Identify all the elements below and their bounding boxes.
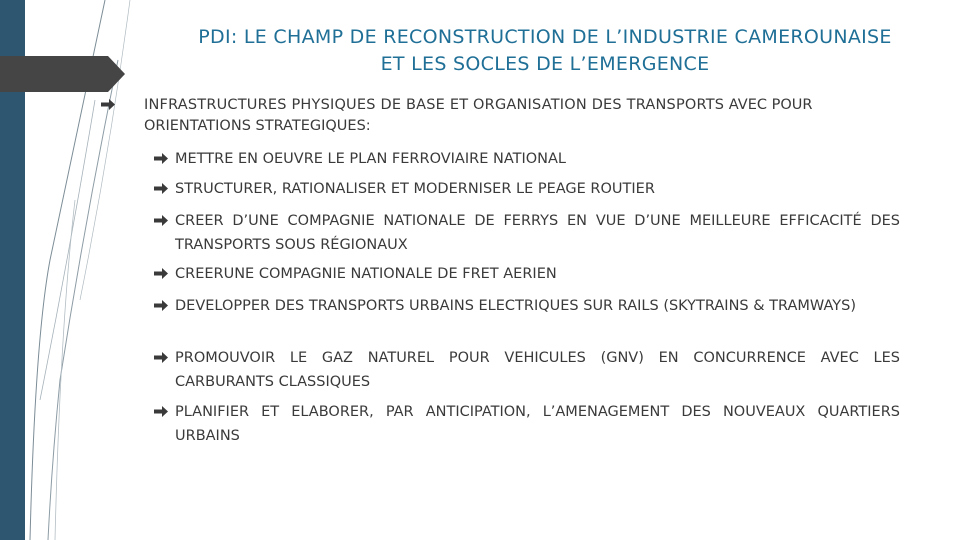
main-bullet-text	[144, 95, 901, 137]
list-item	[154, 262, 900, 286]
arrow-bullet-icon	[154, 215, 168, 226]
list-item-text: STRUCTURER, RATIONALISER ET MODERNISER LE PEAGE ROUTIER	[175, 181, 655, 197]
title-arrow-shape	[0, 56, 125, 92]
list-item-text: PLANIFIER ET ELABORER, PAR ANTICIPATION, L’AMENAGEMENT DES NOUVEAUX QUARTIERS URBAINS	[175, 404, 900, 444]
arrow-bullet-icon	[101, 99, 115, 110]
list-item	[154, 400, 900, 448]
list-item	[154, 147, 900, 171]
arrow-bullet-icon	[154, 406, 168, 417]
title-line-2: ET LES SOCLES DE L’EMERGENCE	[380, 53, 710, 75]
main-bullet-item	[101, 95, 901, 137]
title-line-1: PDI: LE CHAMP DE RECONSTRUCTION DE L’INDUSTRIE CAMEROUNAISE	[198, 26, 892, 48]
list-item-text: CREERUNE COMPAGNIE NATIONALE DE FRET AERIEN	[175, 266, 557, 282]
list-item	[154, 294, 900, 318]
list-item-text: PROMOUVOIR LE GAZ NATUREL POUR VEHICULES (GNV) EN CONCURRENCE AVEC LES CARBURANTS CLASSIQUES	[175, 350, 900, 390]
arrow-bullet-icon	[154, 352, 168, 363]
main-bullet-rest: AVEC POUR ORIENTATIONS STRATEGIQUES:	[144, 97, 813, 134]
arrow-bullet-icon	[154, 183, 168, 194]
list-item-text: CREER D’UNE COMPAGNIE NATIONALE DE FERRYS EN VUE D’UNE MEILLEURE EFFICACITÉ DES TRANSPORTS SOUS RÉGIONAUX	[175, 213, 900, 253]
main-bullet-bold: INFRASTRUCTURES PHYSIQUES DE BASE ET ORGANISATION DES TRANSPORTS	[144, 97, 725, 113]
list-item-text: DEVELOPPER DES TRANSPORTS URBAINS ELECTRIQUES SUR RAILS (SKYTRAINS & TRAMWAYS)	[175, 298, 856, 314]
slide-title	[140, 24, 950, 78]
arrow-bullet-icon	[154, 300, 168, 311]
list-item	[154, 177, 900, 201]
arrow-bullet-icon	[154, 268, 168, 279]
arrow-bullet-icon	[154, 153, 168, 164]
list-item	[154, 209, 900, 257]
list-item-text: METTRE EN OEUVRE LE PLAN FERROVIAIRE NATIONAL	[175, 151, 567, 167]
list-item	[154, 346, 900, 394]
